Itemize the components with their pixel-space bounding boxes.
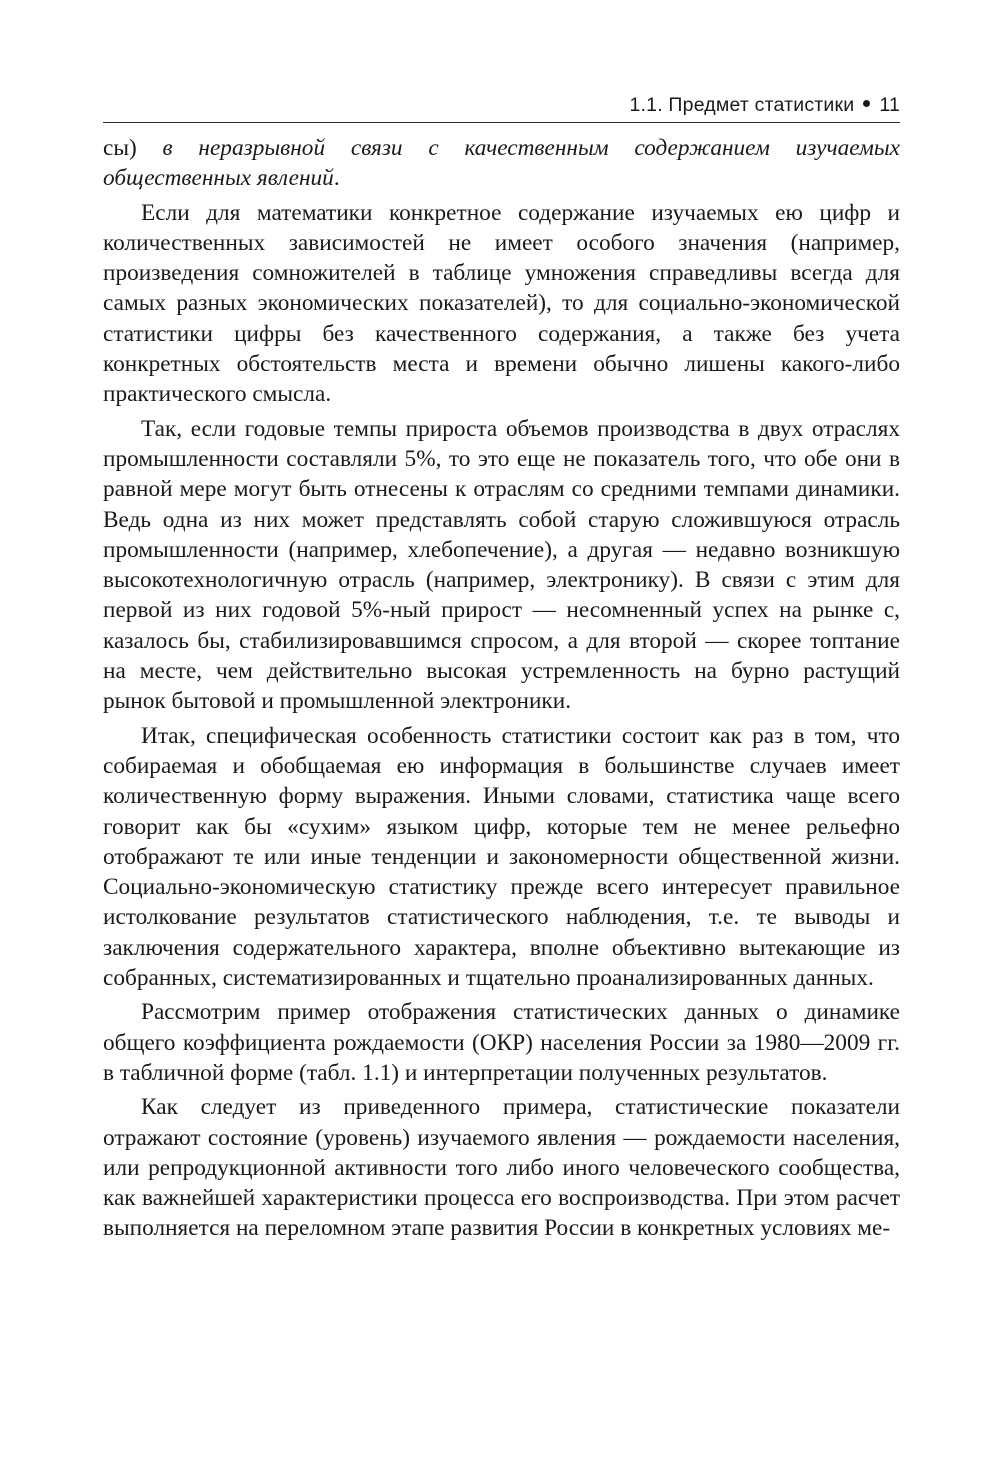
body-text [103,133,900,1244]
bullet-separator-icon [863,100,870,107]
running-header [103,88,900,123]
paragraph: Как следует из приведенного примера, статистические показатели отражают состояние (уровень) изучаемого явления — рождаемости населения, или репродукционной активности того либо иного человеческого сообщества, как важнейшей характеристики процесса его воспроизводства. При этом расчет выполняется на переломном этапе развития России в конкретных условиях ме- [103,1094,900,1242]
continuation-tail: . [333,165,340,192]
section-title: 1.1. Предмет статистики [629,93,855,116]
paragraph-continuation [103,133,900,194]
emphasized-phrase: в неразрывной связи с качественным содержанием изучаемых общественных явлений [103,135,901,192]
paragraph: Так, если годовые темпы прироста объемов производства в двух отраслях промышленности составляли 5%, то это еще не показатель того, что обе они в равной мере могут быть отнесены к отраслям со средними темпами динамики. Ведь одна из них может представлять собой старую сложившуюся отрасль промышленности (например, хлебопечение), а другая — недавно возникшую высокотехнологичную отрасль (например, электронику). В связи с этим для первой из них годовой 5%-ный прирост — несомненный успех на рынке с, казалось бы, стабилизировавшимся спросом, а для второй — скорее топтание на месте, чем действительно высокая устремленность на бурно растущий рынок бытовой и промышленной электроники. [103,415,900,715]
book-page [103,88,900,1244]
paragraph: Если для математики конкретное содержание изучаемых ею цифр и количественных зависимостей не имеет особого значения (например, произведения сомножителей в таблице умножения справедливы всегда для самых разных экономических показателей), то для социально-экономической статистики цифры без качественного содержания, а также без учета конкретных обстоятельств места и времени обычно лишены какого-либо практического смысла. [103,199,900,408]
continuation-lead: сы) [103,135,163,161]
page-number: 11 [879,93,900,116]
paragraph: Рассмотрим пример отображения статистических данных о динамике общего коэффициента рождаемости (ОКР) населения России за 1980—2009 гг. в табличной форме (табл. 1.1) и интерпретации полученных результатов. [103,999,900,1086]
paragraph: Итак, специфическая особенность статистики состоит как раз в том, что собираемая и обобщаемая ею информация в большинстве случаев имеет количественную форму выражения. Иными словами, статистика чаще всего говорит как бы «сухим» языком цифр, которые тем не менее рельефно отображают те или иные тенденции и закономерности общественной жизни. Социально-экономическую статистику прежде всего интересует правильное истолкование результатов статистического наблюдения, т.е. те выводы и заключения содержательного характера, вполне объективно вытекающие из собранных, систематизированных и тщательно проанализированных данных. [103,722,900,992]
